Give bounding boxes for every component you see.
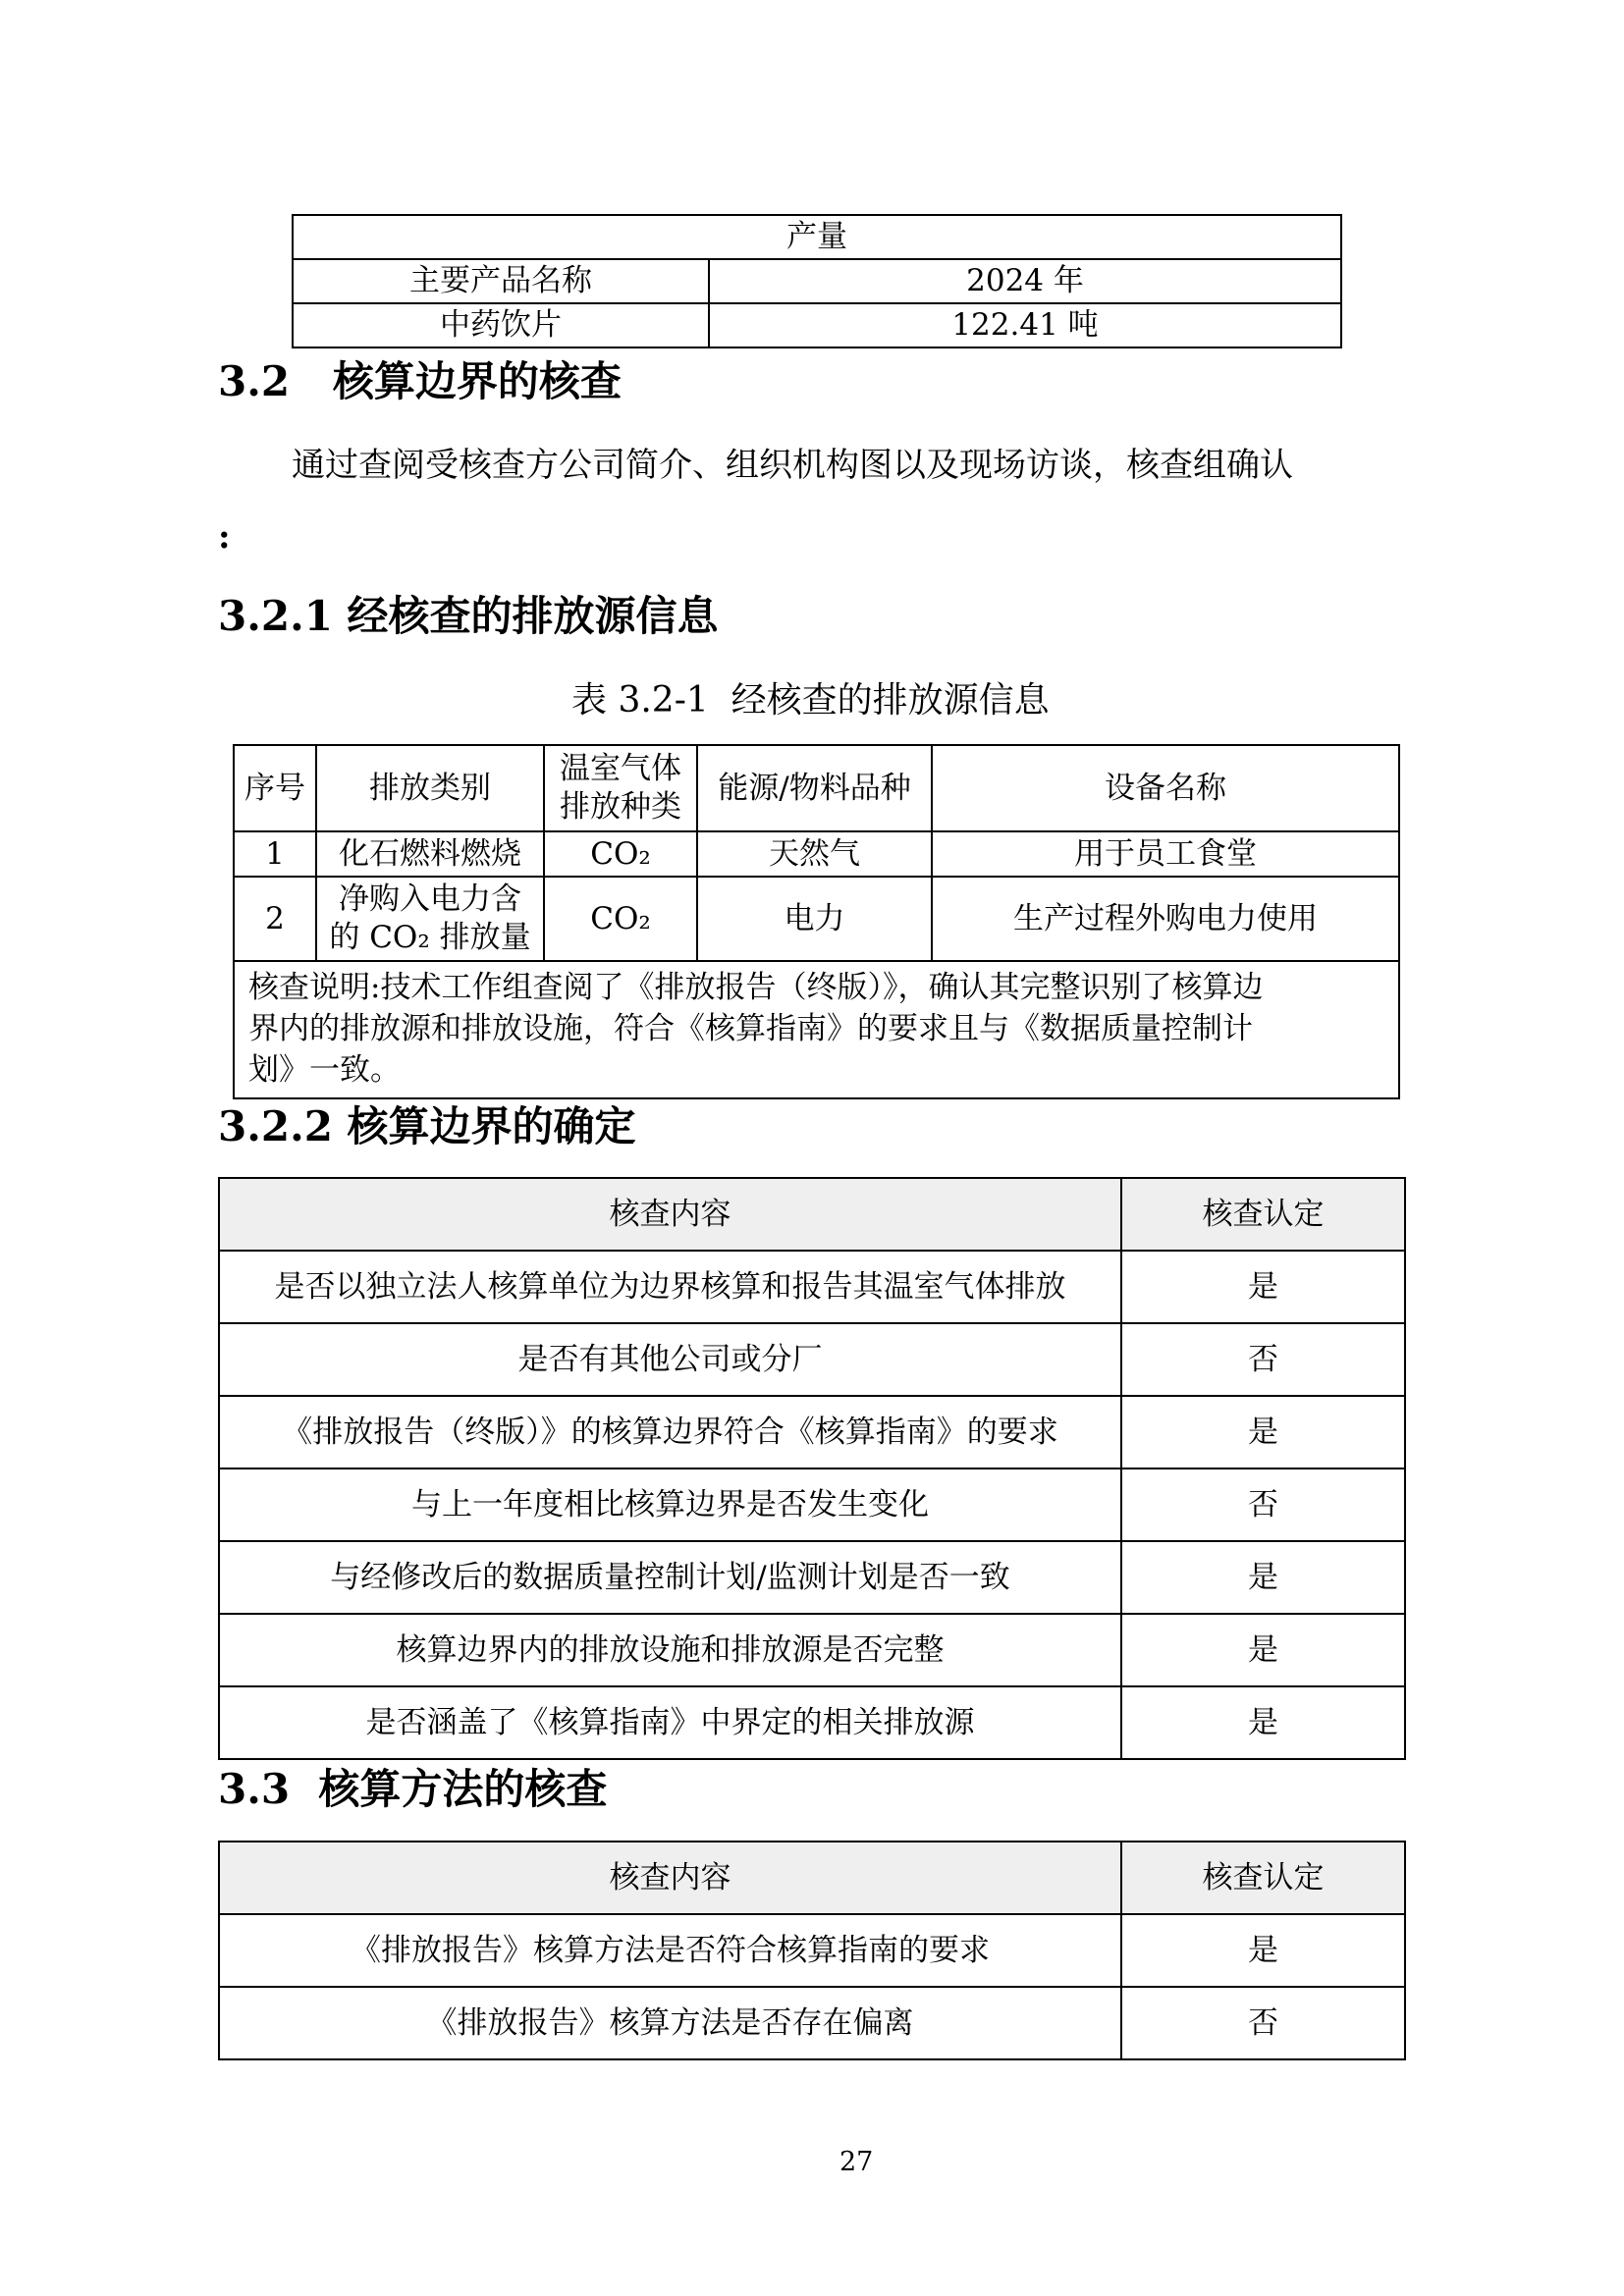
table-row bbox=[219, 1914, 1405, 1987]
check-content: 是否涵盖了《核算指南》中界定的相关排放源 bbox=[219, 1686, 1121, 1759]
table-row bbox=[219, 1323, 1405, 1396]
table-caption: 表 3.2-1 经核查的排放源信息 bbox=[571, 680, 1050, 721]
verification-note bbox=[234, 961, 1399, 1098]
check-content: 《排放报告》核算方法是否符合核算指南的要求 bbox=[219, 1914, 1121, 1987]
note-line-1: 核查说明:技术工作组查阅了《排放报告（终版）》，确认其完整识别了核算边 bbox=[248, 970, 1264, 1005]
row2-equipment: 生产过程外购电力使用 bbox=[932, 877, 1399, 961]
check-content: 与经修改后的数据质量控制计划/监测计划是否一致 bbox=[219, 1541, 1121, 1614]
table-row bbox=[219, 1396, 1405, 1468]
row1-category: 化石燃料燃烧 bbox=[316, 831, 544, 877]
table-header-row bbox=[219, 1178, 1405, 1251]
header-energy: 能源/物料品种 bbox=[697, 745, 932, 831]
row1-no: 1 bbox=[234, 831, 316, 877]
table-header-row bbox=[234, 745, 1399, 831]
check-result: 是 bbox=[1121, 1914, 1405, 1987]
section-3-3-heading: 3.3 核算方法的核查 bbox=[218, 1765, 608, 1813]
row1-gas: CO₂ bbox=[544, 831, 697, 877]
header-equipment: 设备名称 bbox=[932, 745, 1399, 831]
production-product-name: 中药饮片 bbox=[293, 303, 709, 347]
section-3-2-paragraph: 通过查阅受核查方公司简介、组织机构图以及现场访谈，核查组确认 bbox=[292, 446, 1293, 485]
table-row bbox=[219, 1468, 1405, 1541]
row2-category-line1: 净购入电力含 bbox=[339, 881, 521, 918]
check-result: 是 bbox=[1121, 1396, 1405, 1468]
header-result: 核查认定 bbox=[1121, 1842, 1405, 1914]
table-row bbox=[234, 831, 1399, 877]
header-gas-line2: 排放种类 bbox=[560, 789, 681, 825]
check-result: 是 bbox=[1121, 1686, 1405, 1759]
table-row bbox=[219, 1987, 1405, 2059]
table-row bbox=[219, 1614, 1405, 1686]
table-row bbox=[293, 303, 1341, 347]
header-result: 核查认定 bbox=[1121, 1178, 1405, 1251]
row1-energy: 天然气 bbox=[697, 831, 932, 877]
production-col-product: 主要产品名称 bbox=[293, 259, 709, 303]
row2-energy: 电力 bbox=[697, 877, 932, 961]
header-gas bbox=[544, 745, 697, 831]
section-3-2-colon: : bbox=[218, 517, 231, 557]
row2-gas: CO₂ bbox=[544, 877, 697, 961]
check-content: 是否有其他公司或分厂 bbox=[219, 1323, 1121, 1396]
row1-equipment: 用于员工食堂 bbox=[932, 831, 1399, 877]
method-check-table bbox=[218, 1841, 1406, 2060]
header-no: 序号 bbox=[234, 745, 316, 831]
note-line-3: 划》一致。 bbox=[248, 1051, 401, 1088]
production-col-year: 2024 年 bbox=[709, 259, 1341, 303]
emission-source-table bbox=[233, 744, 1400, 1099]
table-row bbox=[293, 259, 1341, 303]
check-content: 与上一年度相比核算边界是否发生变化 bbox=[219, 1468, 1121, 1541]
section-3-2-2-heading: 3.2.2 核算边界的确定 bbox=[218, 1102, 636, 1150]
page-number: 27 bbox=[839, 2147, 874, 2177]
check-content: 是否以独立法人核算单位为边界核算和报告其温室气体排放 bbox=[219, 1251, 1121, 1323]
section-3-2-1-heading: 3.2.1 经核查的排放源信息 bbox=[218, 592, 719, 640]
table-header-row bbox=[219, 1842, 1405, 1914]
table-row bbox=[293, 215, 1341, 259]
row2-no: 2 bbox=[234, 877, 316, 961]
check-result: 是 bbox=[1121, 1614, 1405, 1686]
check-content: 核算边界内的排放设施和排放源是否完整 bbox=[219, 1614, 1121, 1686]
row2-category bbox=[316, 877, 544, 961]
production-value: 122.41 吨 bbox=[709, 303, 1341, 347]
header-content: 核查内容 bbox=[219, 1842, 1121, 1914]
production-header: 产量 bbox=[293, 215, 1341, 259]
header-category: 排放类别 bbox=[316, 745, 544, 831]
table-row bbox=[219, 1251, 1405, 1323]
check-content: 《排放报告（终版）》的核算边界符合《核算指南》的要求 bbox=[219, 1396, 1121, 1468]
table-note-row bbox=[234, 961, 1399, 1098]
header-gas-line1: 温室气体 bbox=[560, 751, 681, 787]
check-result: 否 bbox=[1121, 1323, 1405, 1396]
table-row bbox=[234, 877, 1399, 961]
note-line-2: 界内的排放源和排放设施，符合《核算指南》的要求且与《数据质量控制计 bbox=[248, 1010, 1253, 1046]
check-result: 否 bbox=[1121, 1468, 1405, 1541]
boundary-check-table bbox=[218, 1177, 1406, 1760]
table-row bbox=[219, 1541, 1405, 1614]
section-3-2-heading: 3.2 核算边界的核查 bbox=[218, 357, 622, 405]
check-content: 《排放报告》核算方法是否存在偏离 bbox=[219, 1987, 1121, 2059]
production-table bbox=[292, 214, 1342, 348]
check-result: 是 bbox=[1121, 1251, 1405, 1323]
row2-category-line2: 的 CO₂ 排放量 bbox=[329, 920, 531, 955]
header-content: 核查内容 bbox=[219, 1178, 1121, 1251]
check-result: 是 bbox=[1121, 1541, 1405, 1614]
table-row bbox=[219, 1686, 1405, 1759]
check-result: 否 bbox=[1121, 1987, 1405, 2059]
